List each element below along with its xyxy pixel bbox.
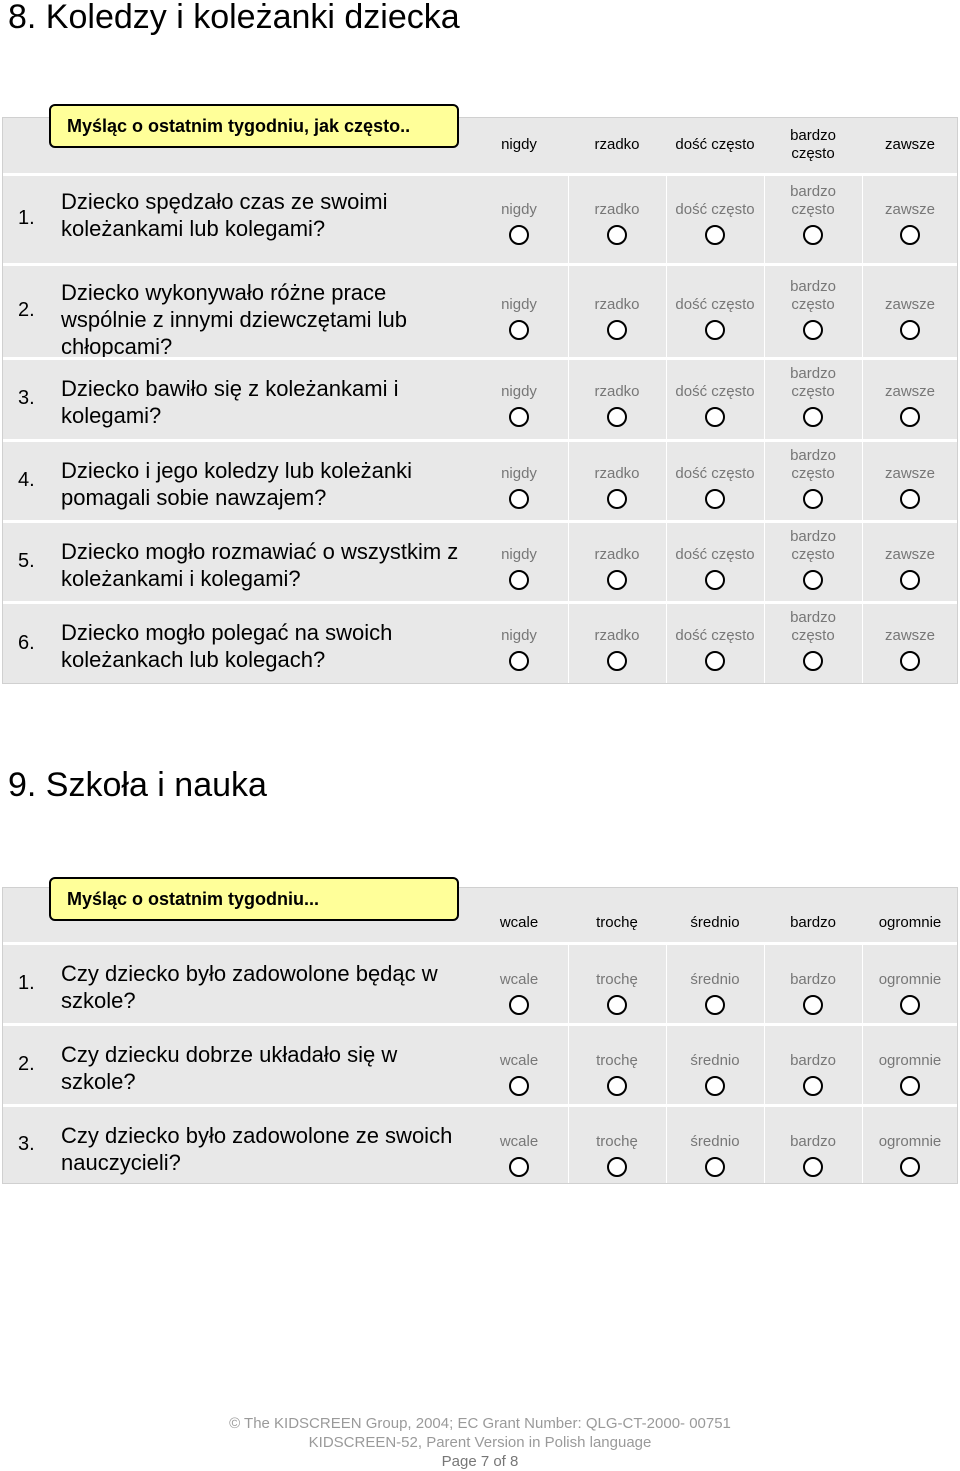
question-number: 1. — [18, 971, 35, 994]
question-text: Dziecko wykonywało różne prace wspólnie z innymi dziewczętami lub chłopcami? — [61, 280, 408, 359]
answer-option-label: dość często — [675, 465, 755, 482]
answer-option-label: dość często — [675, 201, 755, 218]
radio-button[interactable] — [900, 1157, 920, 1177]
answer-option-label: wcale — [499, 1133, 539, 1150]
answer-option[interactable] — [567, 523, 667, 604]
scale-header-label: ogromnie — [878, 914, 942, 931]
radio-button[interactable] — [607, 651, 627, 671]
scale-header-label: nigdy — [501, 136, 537, 153]
scale-header-label: dość często — [675, 136, 755, 153]
answer-option-label: rzadko — [594, 627, 640, 644]
radio-button[interactable] — [509, 320, 529, 340]
answer-option[interactable] — [860, 442, 960, 523]
radio-button[interactable] — [607, 1076, 627, 1096]
answer-option[interactable] — [665, 176, 765, 266]
questions-panel-school — [2, 887, 958, 1184]
question-row-school-2 — [3, 1023, 957, 1104]
answer-option[interactable] — [469, 1026, 569, 1107]
answer-option[interactable] — [860, 266, 960, 360]
radio-button[interactable] — [705, 995, 725, 1015]
answer-option[interactable] — [860, 1026, 960, 1107]
radio-button[interactable] — [900, 407, 920, 427]
radio-button[interactable] — [803, 570, 823, 590]
radio-button[interactable] — [803, 320, 823, 340]
answer-option-label: rzadko — [594, 465, 640, 482]
answer-option-label: nigdy — [501, 627, 537, 644]
answer-option[interactable] — [469, 442, 569, 523]
scale-header-label: rzadko — [594, 136, 640, 153]
radio-button[interactable] — [705, 1157, 725, 1177]
scale-header-label: zawsze — [884, 136, 936, 153]
answer-option[interactable] — [763, 1107, 863, 1187]
answer-option-label: nigdy — [501, 465, 537, 482]
answer-option[interactable] — [469, 604, 569, 687]
question-stem-header: Myśląc o ostatnim tygodniu, jak często.. — [49, 104, 459, 148]
answer-option[interactable] — [860, 176, 960, 266]
radio-button[interactable] — [803, 651, 823, 671]
answer-option-label: bardzo — [790, 1133, 836, 1150]
answer-option-label: bardzo często — [790, 278, 836, 313]
answer-option-label: wcale — [499, 971, 539, 988]
question-number: 2. — [18, 299, 35, 321]
scale-header-label: średnio — [690, 914, 740, 931]
answer-option-label: bardzo często — [790, 183, 836, 218]
radio-button[interactable] — [803, 1076, 823, 1096]
answer-option-label: rzadko — [594, 201, 640, 218]
answer-option[interactable] — [665, 360, 765, 442]
question-number: 4. — [18, 468, 35, 491]
question-row-school-1 — [3, 942, 957, 1023]
radio-button[interactable] — [509, 651, 529, 671]
answer-option-label: nigdy — [501, 201, 537, 218]
answer-option-label: nigdy — [501, 546, 537, 563]
radio-button[interactable] — [607, 320, 627, 340]
question-row-friends-1 — [3, 173, 957, 263]
answer-option-label: nigdy — [501, 383, 537, 400]
radio-button[interactable] — [705, 320, 725, 340]
answer-option[interactable] — [860, 604, 960, 687]
scale-header-label: bardzo — [790, 914, 836, 931]
radio-button[interactable] — [900, 320, 920, 340]
radio-button[interactable] — [705, 407, 725, 427]
radio-button[interactable] — [509, 995, 529, 1015]
radio-button[interactable] — [900, 225, 920, 245]
answer-option[interactable] — [567, 266, 667, 360]
footer — [0, 1414, 960, 1471]
answer-option-label: średnio — [690, 971, 740, 988]
radio-button[interactable] — [509, 489, 529, 509]
answer-option-label: rzadko — [594, 383, 640, 400]
answer-option[interactable] — [469, 523, 569, 604]
answer-option[interactable] — [567, 442, 667, 523]
footer-page-number: Page 7 of 8 — [441, 1453, 519, 1470]
radio-button[interactable] — [900, 489, 920, 509]
answer-option[interactable] — [469, 360, 569, 442]
answer-option[interactable] — [665, 1107, 765, 1187]
radio-button[interactable] — [509, 1076, 529, 1096]
radio-button[interactable] — [509, 225, 529, 245]
radio-button[interactable] — [803, 225, 823, 245]
answer-option-label: zawsze — [884, 465, 936, 482]
answer-option-label: zawsze — [884, 546, 936, 563]
answer-option-label: bardzo często — [790, 365, 836, 400]
radio-button[interactable] — [607, 995, 627, 1015]
question-text: Czy dziecko było zadowolone będąc w szkole? — [61, 961, 438, 1013]
question-number: 3. — [18, 1133, 35, 1155]
answer-option[interactable] — [763, 442, 863, 523]
radio-button[interactable] — [803, 489, 823, 509]
radio-button[interactable] — [607, 570, 627, 590]
answer-option-label: zawsze — [884, 383, 936, 400]
section-title-friends: 8. Koledzy i koleżanki dziecka — [8, 0, 460, 36]
answer-option[interactable] — [763, 1026, 863, 1107]
answer-option-label: średnio — [690, 1052, 740, 1069]
answer-option-label: bardzo często — [790, 447, 836, 482]
answer-option-label: nigdy — [501, 296, 537, 313]
radio-button[interactable] — [705, 489, 725, 509]
answer-option-label: rzadko — [594, 546, 640, 563]
answer-option-label: zawsze — [884, 201, 936, 218]
answer-option[interactable] — [567, 176, 667, 266]
answer-option[interactable] — [860, 360, 960, 442]
radio-button[interactable] — [705, 570, 725, 590]
answer-option[interactable] — [665, 442, 765, 523]
answer-option-label: trochę — [596, 971, 638, 988]
question-row-friends-6 — [3, 601, 957, 684]
radio-button[interactable] — [509, 407, 529, 427]
answer-option-label: rzadko — [594, 296, 640, 313]
answer-option[interactable] — [567, 1107, 667, 1187]
footer-version: KIDSCREEN-52, Parent Version in Polish language — [308, 1434, 652, 1451]
question-text: Dziecko spędzało czas ze swoimi koleżankami lub kolegami? — [61, 189, 388, 241]
radio-button[interactable] — [509, 1157, 529, 1177]
question-text: Dziecko i jego koledzy lub koleżanki pomagali sobie nawzajem? — [61, 458, 412, 510]
answer-option[interactable] — [665, 945, 765, 1026]
radio-button[interactable] — [607, 1157, 627, 1177]
answer-option[interactable] — [763, 945, 863, 1026]
radio-button[interactable] — [607, 407, 627, 427]
radio-button[interactable] — [509, 570, 529, 590]
question-row-friends-5 — [3, 520, 957, 601]
answer-option-label: bardzo często — [790, 609, 836, 644]
scale-header-label: wcale — [499, 914, 539, 931]
answer-option[interactable] — [665, 1026, 765, 1107]
radio-button[interactable] — [607, 489, 627, 509]
question-stem-header: Myśląc o ostatnim tygodniu... — [49, 877, 459, 921]
question-row-friends-2 — [3, 263, 957, 357]
question-row-friends-3 — [3, 357, 957, 439]
radio-button[interactable] — [900, 1076, 920, 1096]
question-text: Dziecko bawiło się z koleżankami i kolegami? — [61, 376, 399, 428]
radio-button[interactable] — [705, 225, 725, 245]
question-number: 6. — [18, 631, 35, 654]
answer-option-label: zawsze — [884, 296, 936, 313]
answer-option[interactable] — [469, 266, 569, 360]
answer-option[interactable] — [763, 266, 863, 360]
radio-button[interactable] — [803, 407, 823, 427]
answer-option[interactable] — [763, 360, 863, 442]
question-text: Dziecko mogło rozmawiać o wszystkim z koleżankami i kolegami? — [61, 539, 459, 591]
answer-option-label: bardzo — [790, 1052, 836, 1069]
radio-button[interactable] — [803, 995, 823, 1015]
answer-option-label: wcale — [499, 1052, 539, 1069]
answer-option-label: dość często — [675, 627, 755, 644]
answer-option[interactable] — [860, 523, 960, 604]
answer-option[interactable] — [763, 523, 863, 604]
answer-option-label: ogromnie — [878, 971, 942, 988]
answer-option[interactable] — [469, 176, 569, 266]
answer-option-label: ogromnie — [878, 1133, 942, 1150]
radio-button[interactable] — [900, 995, 920, 1015]
question-text: Dziecko mogło polegać na swoich koleżankach lub kolegach? — [61, 620, 393, 672]
answer-option[interactable] — [567, 1026, 667, 1107]
answer-option-label: bardzo — [790, 971, 836, 988]
answer-option[interactable] — [763, 176, 863, 266]
answer-option-label: trochę — [596, 1133, 638, 1150]
answer-option-label: dość często — [675, 546, 755, 563]
answer-option[interactable] — [567, 604, 667, 687]
question-number: 2. — [18, 1052, 35, 1075]
answer-option[interactable] — [665, 604, 765, 687]
answer-option[interactable] — [469, 1107, 569, 1187]
answer-option-label: średnio — [690, 1133, 740, 1150]
question-text: Czy dziecku dobrze układało się w szkole? — [61, 1042, 398, 1094]
answer-option-label: trochę — [596, 1052, 638, 1069]
radio-button[interactable] — [607, 225, 627, 245]
question-number: 3. — [18, 387, 35, 409]
scale-header-label: trochę — [596, 914, 638, 931]
section-title-school: 9. Szkoła i nauka — [8, 766, 267, 804]
scale-header-label: bardzo często — [790, 127, 836, 162]
answer-option[interactable] — [665, 266, 765, 360]
question-row-school-3 — [3, 1104, 957, 1184]
answer-option-label: ogromnie — [878, 1052, 942, 1069]
questions-panel-friends — [2, 117, 958, 684]
question-number: 5. — [18, 549, 35, 572]
answer-option-label: dość często — [675, 296, 755, 313]
answer-option[interactable] — [567, 945, 667, 1026]
radio-button[interactable] — [705, 1076, 725, 1096]
answer-option[interactable] — [567, 360, 667, 442]
answer-option-label: bardzo często — [790, 528, 836, 563]
radio-button[interactable] — [803, 1157, 823, 1177]
answer-option[interactable] — [763, 604, 863, 687]
answer-option-label: zawsze — [884, 627, 936, 644]
answer-option[interactable] — [860, 945, 960, 1026]
answer-option[interactable] — [860, 1107, 960, 1187]
question-text: Czy dziecko było zadowolone ze swoich nauczycieli? — [61, 1123, 453, 1175]
answer-option-label: dość często — [675, 383, 755, 400]
radio-button[interactable] — [900, 570, 920, 590]
question-number: 1. — [18, 207, 35, 229]
question-row-friends-4 — [3, 439, 957, 520]
answer-option[interactable] — [665, 523, 765, 604]
radio-button[interactable] — [900, 651, 920, 671]
radio-button[interactable] — [705, 651, 725, 671]
answer-option[interactable] — [469, 945, 569, 1026]
footer-copyright: © The KIDSCREEN Group, 2004; EC Grant Number: QLG-CT-2000- 00751 — [229, 1415, 731, 1432]
